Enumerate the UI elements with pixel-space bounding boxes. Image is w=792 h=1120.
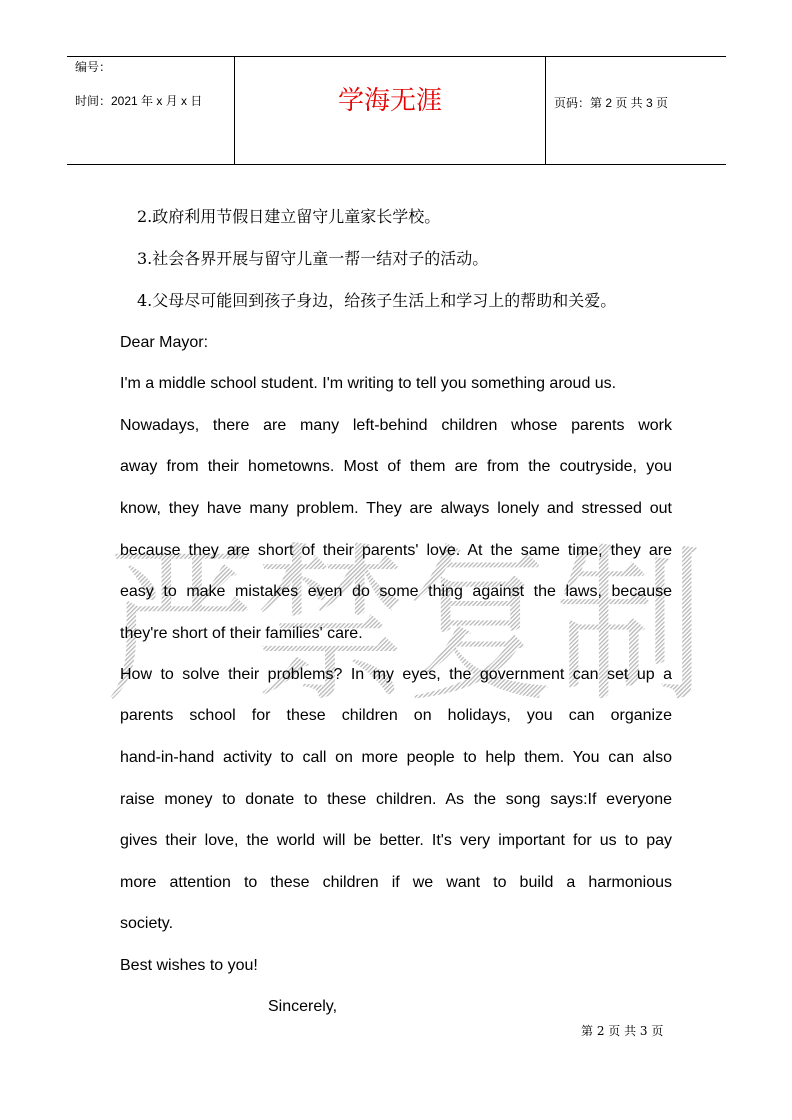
letter-line: they're short of their families' care. xyxy=(120,625,363,642)
footer-page-number: 第 2 页 共 3 页 xyxy=(581,1024,664,1038)
letter-line: know, they have many problem. They are always lonely and stressed out xyxy=(120,500,672,517)
document-number-label: 编号： xyxy=(75,60,112,74)
header-top-rule xyxy=(67,56,726,57)
letter-line: easy to make mistakes even do some thing against the laws, because xyxy=(120,583,672,600)
header-page-number: 页码：第 2 页 共 3 页 xyxy=(554,96,669,110)
point-item: 4.父母尽可能回到孩子身边，给孩子生活上和学习上的帮助和关爱。 xyxy=(137,291,617,310)
letter-signoff: Sincerely, xyxy=(268,998,338,1015)
watermark-text: 严禁复制 xyxy=(105,528,705,710)
letter-line: Nowadays, there are many left-behind children whose parents work xyxy=(120,417,672,434)
letter-line: because they are short of their parents' love. At the same time, they are xyxy=(120,542,672,559)
letter-line: society. xyxy=(120,915,174,932)
letter-line: more attention to these children if we want to build a harmonious xyxy=(120,874,672,891)
letter-line: How to solve their problems? In my eyes, the government can set up a xyxy=(120,666,672,683)
letter-greeting: Dear Mayor: xyxy=(120,334,209,351)
point-item: 3.社会各界开展与留守儿童一帮一结对子的活动。 xyxy=(137,249,489,268)
letter-line: raise money to donate to these children. As the song says:If everyone xyxy=(120,791,672,808)
letter-line: parents school for these children on holidays, you can organize xyxy=(120,707,672,724)
letter-line: away from their hometowns. Most of them are from the coutryside, you xyxy=(120,458,672,475)
header-bottom-rule xyxy=(67,164,726,165)
document-date-label: 时间：2021 年 x 月 x 日 xyxy=(75,94,203,108)
page-header xyxy=(67,56,726,166)
letter-closing: Best wishes to you! xyxy=(120,957,258,974)
letter-line: hand-in-hand activity to call on more people to help them. You can also xyxy=(120,749,672,766)
letter-line: I'm a middle school student. I'm writing to tell you something aroud us. xyxy=(120,375,617,392)
letter-line: gives their love, the world will be better. It's very important for us to pay xyxy=(120,832,672,849)
header-divider-right xyxy=(545,56,546,165)
header-title: 学海无涯 xyxy=(337,86,442,116)
point-item: 2.政府利用节假日建立留守儿童家长学校。 xyxy=(137,207,441,226)
